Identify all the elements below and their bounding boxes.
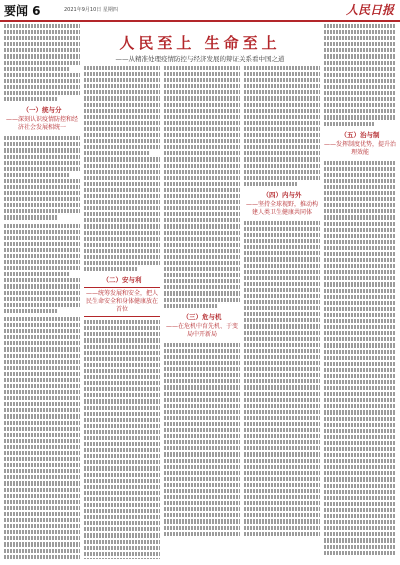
column-2	[84, 66, 160, 559]
section-lead: ——发挥制度优势，提升治理效能	[324, 140, 396, 156]
text-block	[84, 320, 160, 559]
text-block	[4, 317, 80, 559]
section-lead: ——统筹发展和安全，把人民生命安全和身体健康放在首位	[84, 287, 160, 317]
column-3	[164, 66, 240, 559]
article-title: 人民至上 生命至上	[119, 34, 281, 52]
section-heading: （一）统与分	[22, 106, 62, 115]
text-block	[164, 343, 240, 536]
section-lead: ——深刻认识疫情防控和经济社会发展相统一	[5, 116, 78, 132]
article-subtitle: ——从精准处理疫情防控与经济发展的辩证关系看中国之道	[115, 55, 285, 63]
section-heading: （五）治与制	[340, 130, 380, 139]
column-5	[324, 24, 396, 559]
masthead	[0, 0, 400, 22]
section-lead: ——坚持全球视野，推动构建人类卫生健康共同体	[245, 200, 318, 216]
text-block	[244, 221, 320, 536]
text-block	[4, 24, 80, 101]
text-block	[84, 66, 160, 271]
section-lead: ——在危机中育先机、于变局中开新局	[165, 322, 238, 338]
column-1	[4, 24, 80, 559]
section-heading: （四）内与外	[262, 190, 302, 199]
text-block	[324, 24, 396, 126]
text-block	[324, 161, 396, 555]
text-block	[164, 66, 240, 308]
column-4	[244, 66, 320, 559]
newspaper-logo: 人民日报	[345, 3, 394, 17]
issue-date: 2021年9月10日 星期四	[64, 7, 118, 13]
text-block	[244, 66, 320, 186]
text-block	[4, 136, 80, 219]
section-heading: （三）危与机	[182, 312, 222, 321]
text-block	[4, 224, 80, 313]
page-section-label: 要闻 6	[4, 4, 41, 18]
section-heading: （二）安与利	[102, 276, 142, 285]
